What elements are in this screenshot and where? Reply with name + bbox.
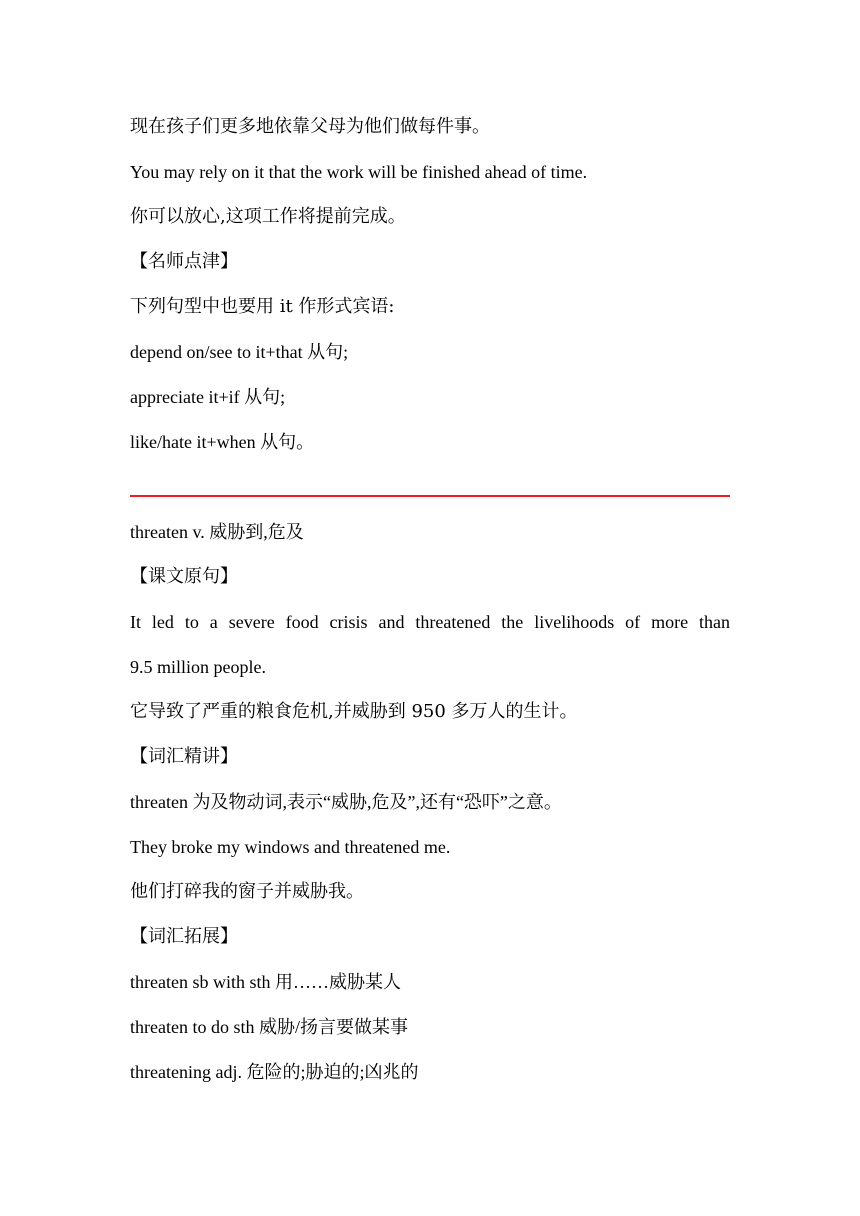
expand-item: threatening adj. 危险的;胁迫的;凶兆的 [130, 1062, 419, 1082]
explain-line: threaten 为及物动词,表示“威胁,危及”,还有“恐吓”之意。 [130, 792, 562, 812]
example-sentence: They broke my windows and threatened me. [130, 837, 451, 857]
pattern-line: like/hate it+when 从句。 [130, 432, 315, 452]
example-translation: 你可以放心,这项工作将提前完成。 [130, 206, 406, 227]
text-line: 现在孩子们更多地依靠父母为他们做每件事。 [130, 116, 490, 137]
document-page [130, 0, 730, 1216]
example-translation: 他们打碎我的窗子并威胁我。 [130, 881, 364, 902]
tips-intro: 下列句型中也要用 it 作形式宾语: [130, 296, 395, 317]
section-heading-expand: 【词汇拓展】 [130, 926, 238, 947]
section-heading-explain: 【词汇精讲】 [130, 746, 238, 767]
text-sentence-line: 9.5 million people. [130, 657, 266, 677]
expand-item: threaten sb with sth 用……威胁某人 [130, 972, 401, 992]
pattern-line: appreciate it+if 从句; [130, 387, 286, 407]
section-heading-text: 【课文原句】 [130, 566, 238, 587]
section-divider [130, 495, 730, 497]
section-heading-tips: 【名师点津】 [130, 251, 238, 272]
pattern-line: depend on/see to it+that 从句; [130, 342, 349, 362]
text-translation: 它导致了严重的粮食危机,并威胁到 950 多万人的生计。 [130, 701, 578, 722]
headword-entry: threaten v. 威胁到,危及 [130, 522, 304, 542]
example-sentence: You may rely on it that the work will be finished ahead of time. [130, 162, 588, 182]
text-sentence-line: It led to a severe food crisis and threatened the livelihoods of more than [130, 612, 730, 632]
expand-item: threaten to do sth 威胁/扬言要做某事 [130, 1017, 408, 1037]
